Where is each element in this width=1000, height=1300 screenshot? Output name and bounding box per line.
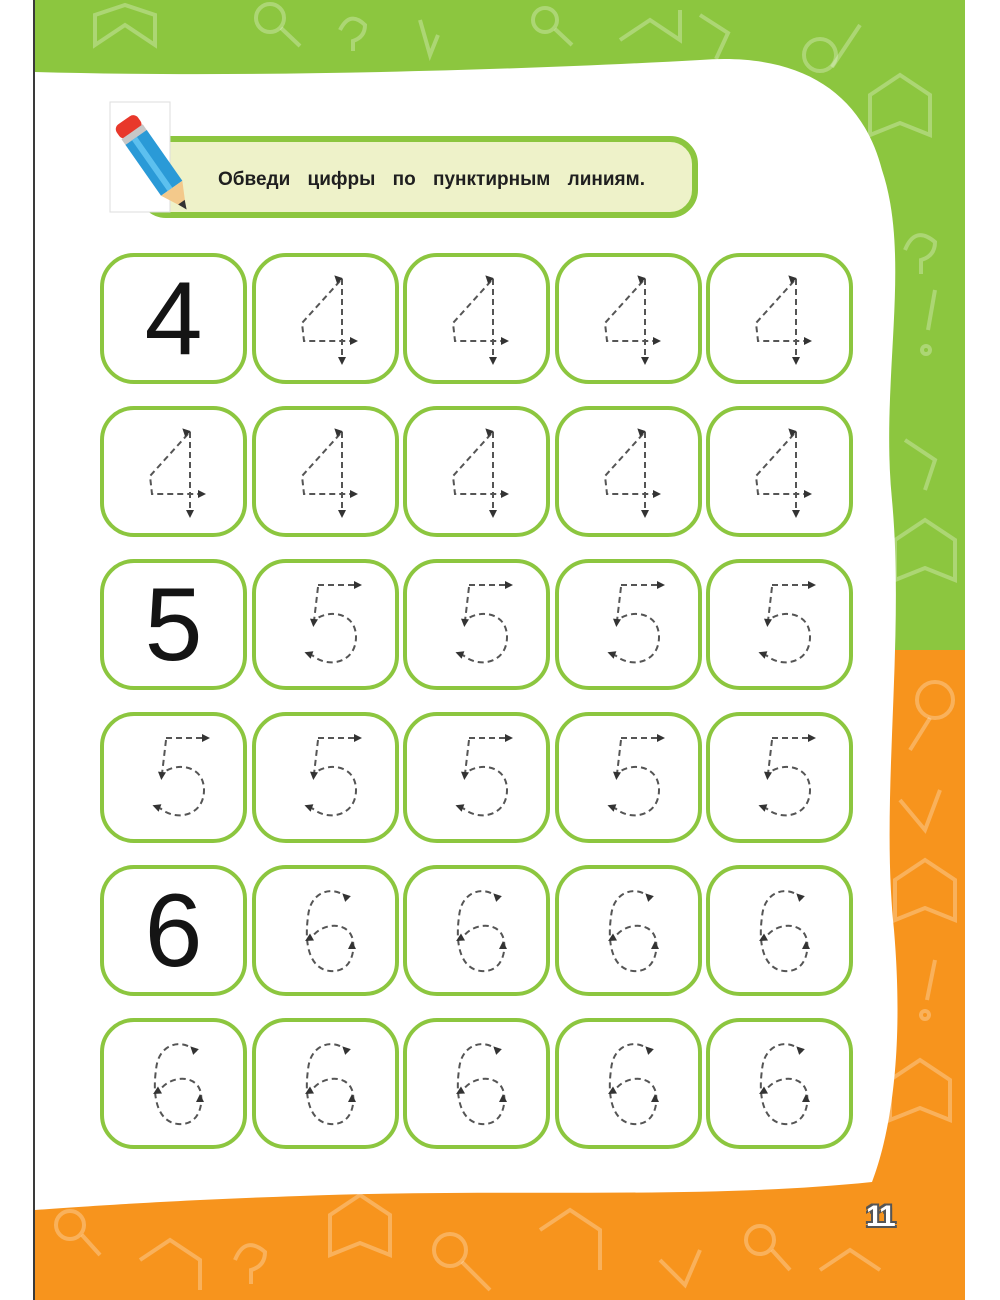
direction-arrow-icon <box>763 772 772 781</box>
tracing-cell[interactable] <box>555 559 702 690</box>
dashed-digit-guide <box>407 410 546 533</box>
direction-arrow-icon <box>491 891 502 902</box>
direction-arrow-icon <box>653 490 661 498</box>
tracing-cell[interactable] <box>555 865 702 996</box>
direction-arrow-icon <box>348 941 356 949</box>
trace-path <box>312 585 356 662</box>
sample-digit: 5 <box>144 566 203 683</box>
trace-path <box>160 738 204 815</box>
dashed-digit-guide <box>104 410 243 533</box>
direction-arrow-icon <box>757 802 767 812</box>
instruction-text: Обведи цифры по пунктирным линиям. <box>218 169 645 190</box>
direction-arrow-icon <box>340 891 351 902</box>
direction-arrow-icon <box>808 734 816 742</box>
tracing-cell[interactable] <box>252 712 399 843</box>
dashed-digit-guide <box>407 716 546 839</box>
tracing-cell[interactable] <box>403 1018 550 1149</box>
direction-arrow-icon <box>151 1087 162 1098</box>
dashed-digit-guide <box>559 410 698 533</box>
dashed-digit-guide <box>559 563 698 686</box>
direction-arrow-icon <box>802 941 810 949</box>
direction-arrow-icon <box>757 649 767 659</box>
tracing-cell[interactable] <box>555 406 702 537</box>
direction-arrow-icon <box>794 891 805 902</box>
trace-path <box>155 1044 202 1124</box>
direction-arrow-icon <box>641 357 649 365</box>
instruction-banner <box>108 100 708 222</box>
dashed-digit-guide <box>104 1022 243 1145</box>
direction-arrow-icon <box>350 490 358 498</box>
dashed-digit-guide <box>710 410 849 533</box>
dashed-digit-guide <box>559 716 698 839</box>
direction-arrow-icon <box>808 581 816 589</box>
sample-digit-cell <box>100 559 247 690</box>
direction-arrow-icon <box>612 772 621 781</box>
dashed-digit-guide <box>559 257 698 380</box>
tracing-cell[interactable] <box>555 712 702 843</box>
direction-arrow-icon <box>763 619 772 628</box>
tracing-cell[interactable] <box>706 712 853 843</box>
direction-arrow-icon <box>354 734 362 742</box>
page-number: 11 <box>866 1200 894 1233</box>
dashed-digit-guide <box>710 869 849 992</box>
direction-arrow-icon <box>643 1044 654 1055</box>
tracing-cell[interactable] <box>100 1018 247 1149</box>
direction-arrow-icon <box>653 337 661 345</box>
digit-practice-grid <box>100 253 860 1153</box>
direction-arrow-icon <box>303 1087 314 1098</box>
direction-arrow-icon <box>303 802 313 812</box>
tracing-cell[interactable] <box>100 406 247 537</box>
direction-arrow-icon <box>641 510 649 518</box>
direction-arrow-icon <box>338 510 346 518</box>
tracing-cell[interactable] <box>555 253 702 384</box>
direction-arrow-icon <box>802 1094 810 1102</box>
direction-arrow-icon <box>338 357 346 365</box>
tracing-cell[interactable] <box>252 865 399 996</box>
direction-arrow-icon <box>657 734 665 742</box>
dashed-digit-guide <box>559 1022 698 1145</box>
direction-arrow-icon <box>499 1094 507 1102</box>
sample-digit: 6 <box>144 872 203 989</box>
direction-arrow-icon <box>643 891 654 902</box>
direction-arrow-icon <box>491 1044 502 1055</box>
dashed-digit-guide <box>256 257 395 380</box>
direction-arrow-icon <box>505 581 513 589</box>
direction-arrow-icon <box>606 802 616 812</box>
dashed-digit-guide <box>559 869 698 992</box>
direction-arrow-icon <box>350 337 358 345</box>
tracing-cell[interactable] <box>100 712 247 843</box>
direction-arrow-icon <box>804 490 812 498</box>
direction-arrow-icon <box>606 1087 617 1098</box>
trace-path <box>307 1044 354 1124</box>
trace-path <box>458 1044 505 1124</box>
direction-arrow-icon <box>202 734 210 742</box>
dashed-digit-guide <box>256 716 395 839</box>
direction-arrow-icon <box>794 1044 805 1055</box>
direction-arrow-icon <box>757 934 768 945</box>
tracing-cell[interactable] <box>403 406 550 537</box>
sample-digit-cell <box>100 253 247 384</box>
direction-arrow-icon <box>651 1094 659 1102</box>
direction-arrow-icon <box>151 802 161 812</box>
dashed-digit-guide <box>407 563 546 686</box>
dashed-digit-guide <box>407 1022 546 1145</box>
trace-path <box>610 1044 657 1124</box>
direction-arrow-icon <box>501 337 509 345</box>
dashed-digit-guide <box>104 716 243 839</box>
trace-path <box>756 432 806 512</box>
direction-arrow-icon <box>499 941 507 949</box>
tracing-cell[interactable] <box>706 865 853 996</box>
tracing-cell[interactable] <box>403 712 550 843</box>
direction-arrow-icon <box>757 1087 768 1098</box>
direction-arrow-icon <box>612 619 621 628</box>
direction-arrow-icon <box>354 581 362 589</box>
direction-arrow-icon <box>157 772 166 781</box>
direction-arrow-icon <box>303 934 314 945</box>
direction-arrow-icon <box>501 490 509 498</box>
sample-digit: 4 <box>144 260 203 377</box>
direction-arrow-icon <box>198 490 206 498</box>
tracing-cell[interactable] <box>706 406 853 537</box>
dashed-digit-guide <box>256 563 395 686</box>
tracing-cell[interactable] <box>706 1018 853 1149</box>
dashed-digit-guide <box>710 563 849 686</box>
sample-digit-cell <box>100 865 247 996</box>
direction-arrow-icon <box>657 581 665 589</box>
direction-arrow-icon <box>489 357 497 365</box>
direction-arrow-icon <box>489 510 497 518</box>
dashed-digit-guide <box>710 1022 849 1145</box>
direction-arrow-icon <box>505 734 513 742</box>
tracing-cell[interactable] <box>706 253 853 384</box>
trace-path <box>610 891 657 971</box>
dashed-digit-guide <box>710 716 849 839</box>
direction-arrow-icon <box>460 772 469 781</box>
dashed-digit-guide <box>256 410 395 533</box>
dashed-digit-guide <box>256 869 395 992</box>
direction-arrow-icon <box>606 649 616 659</box>
pencil-icon <box>108 100 218 222</box>
direction-arrow-icon <box>454 1087 465 1098</box>
trace-path <box>761 1044 808 1124</box>
trace-path <box>605 279 655 359</box>
dashed-digit-guide <box>710 257 849 380</box>
trace-path <box>453 279 503 359</box>
trace-path <box>302 432 352 512</box>
trace-path <box>766 585 810 662</box>
dashed-digit-guide <box>256 1022 395 1145</box>
page-left-edge <box>33 0 35 1300</box>
trace-path <box>615 738 659 815</box>
trace-path <box>453 432 503 512</box>
trace-path <box>766 738 810 815</box>
tracing-cell[interactable] <box>403 559 550 690</box>
dashed-digit-guide <box>407 257 546 380</box>
instruction-panel <box>138 136 698 218</box>
trace-path <box>307 891 354 971</box>
tracing-cell[interactable] <box>252 406 399 537</box>
direction-arrow-icon <box>460 619 469 628</box>
direction-arrow-icon <box>196 1094 204 1102</box>
trace-path <box>605 432 655 512</box>
direction-arrow-icon <box>340 1044 351 1055</box>
tracing-cell[interactable] <box>252 1018 399 1149</box>
trace-path <box>463 738 507 815</box>
dashed-digit-guide <box>407 869 546 992</box>
direction-arrow-icon <box>651 941 659 949</box>
direction-arrow-icon <box>188 1044 199 1055</box>
tracing-cell[interactable] <box>252 253 399 384</box>
direction-arrow-icon <box>804 337 812 345</box>
direction-arrow-icon <box>454 934 465 945</box>
trace-path <box>761 891 808 971</box>
direction-arrow-icon <box>606 934 617 945</box>
trace-path <box>756 279 806 359</box>
trace-path <box>458 891 505 971</box>
trace-path <box>463 585 507 662</box>
direction-arrow-icon <box>186 510 194 518</box>
tracing-cell[interactable] <box>706 559 853 690</box>
direction-arrow-icon <box>303 649 313 659</box>
direction-arrow-icon <box>309 619 318 628</box>
direction-arrow-icon <box>348 1094 356 1102</box>
trace-path <box>150 432 200 512</box>
direction-arrow-icon <box>792 357 800 365</box>
tracing-cell[interactable] <box>252 559 399 690</box>
direction-arrow-icon <box>309 772 318 781</box>
trace-path <box>312 738 356 815</box>
trace-path <box>302 279 352 359</box>
direction-arrow-icon <box>792 510 800 518</box>
tracing-cell[interactable] <box>555 1018 702 1149</box>
direction-arrow-icon <box>454 802 464 812</box>
direction-arrow-icon <box>454 649 464 659</box>
tracing-cell[interactable] <box>403 253 550 384</box>
trace-path <box>615 585 659 662</box>
tracing-cell[interactable] <box>403 865 550 996</box>
